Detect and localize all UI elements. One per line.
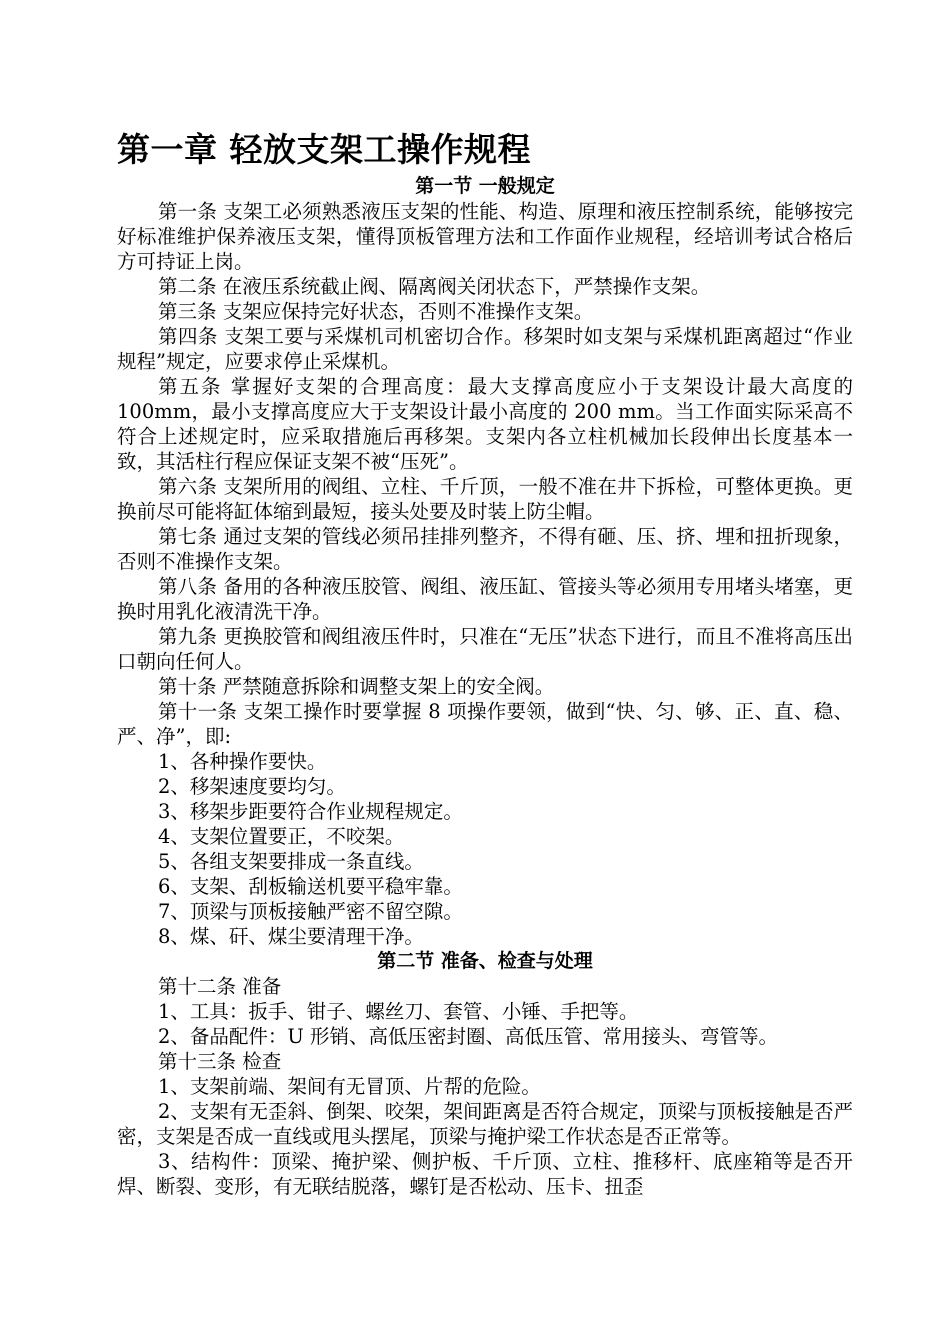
list-item: 2、支架有无歪斜、倒架、咬架，架间距离是否符合规定，顶梁与顶板接触是否严密，支架是否成一直线或甩头摆尾，顶梁与掩护梁工作状态是否正常等。 bbox=[117, 1100, 853, 1148]
article-2: 第二条 在液压系统截止阀、隔离阀关闭状态下，严禁操作支架。 bbox=[158, 275, 711, 298]
section-general bbox=[117, 174, 853, 949]
list-item: 3、结构件：顶梁、掩护梁、侧护板、千斤顶、立柱、推移杆、底座箱等是否开焊、断裂、变形，有无联结脱落，螺钉是否松动、压卡、扭歪 bbox=[117, 1150, 853, 1198]
article-13: 第十三条 检查 bbox=[158, 1050, 282, 1073]
article-9: 第九条 更换胶管和阀组液压件时，只准在“无压”状态下进行，而且不准将高压出口朝向任何人。 bbox=[117, 625, 853, 673]
list-item: 1、各种操作要快。 bbox=[158, 750, 327, 773]
list-item: 4、支架位置要正，不咬架。 bbox=[158, 825, 405, 848]
article-6: 第六条 支架所用的阀组、立柱、千斤顶，一般不准在井下拆检，可整体更换。更换前尽可能将缸体缩到最短，接头处要及时装上防尘帽。 bbox=[117, 475, 853, 523]
article-3: 第三条 支架应保持完好状态，否则不准操作支架。 bbox=[158, 300, 594, 323]
list-item: 1、支架前端、架间有无冒顶、片帮的危险。 bbox=[158, 1075, 541, 1098]
section-title: 第二节 准备、检查与处理 bbox=[377, 950, 593, 972]
list-item: 2、移架速度要均匀。 bbox=[158, 775, 346, 798]
list-item: 2、备品配件：U 形销、高低压密封圈、高低压管、常用接头、弯管等。 bbox=[158, 1025, 779, 1048]
article-8: 第八条 备用的各种液压胶管、阀组、液压缸、管接头等必须用专用堵头堵塞，更换时用乳化液清洗干净。 bbox=[117, 575, 853, 623]
article-5: 第五条 掌握好支架的合理高度：最大支撑高度应小于支架设计最大高度的 100mm，最小支撑高度应大于支架设计最小高度的 200 mm。当工作面实际采高不符合上述规定时，应采取措施后再移架。支架内各立柱机械加长段伸出长度基本一致，其活柱行程应保证支架不被“压死”。 bbox=[117, 375, 853, 473]
list-item: 5、各组支架要排成一条直线。 bbox=[158, 850, 424, 873]
article-7: 第七条 通过支架的管线必须吊挂排列整齐，不得有砸、压、挤、埋和扭折现象，否则不准操作支架。 bbox=[117, 525, 853, 573]
section-prepare-inspect bbox=[117, 949, 853, 1199]
document-page bbox=[117, 128, 853, 1199]
article-10: 第十条 严禁随意拆除和调整支架上的安全阀。 bbox=[158, 675, 555, 698]
article-1: 第一条 支架工必须熟悉液压支架的性能、构造、原理和液压控制系统，能够按完好标准维护保养液压支架，懂得顶板管理方法和工作面作业规程，经培训考试合格后方可持证上岗。 bbox=[117, 200, 853, 273]
list-item: 8、煤、矸、煤尘要清理干净。 bbox=[158, 925, 424, 948]
article-12: 第十二条 准备 bbox=[158, 975, 282, 998]
list-item: 1、工具：扳手、钳子、螺丝刀、套管、小锤、手把等。 bbox=[158, 1000, 639, 1023]
list-item: 7、顶梁与顶板接触严密不留空隙。 bbox=[158, 900, 463, 923]
article-11: 第十一条 支架工操作时要掌握 8 项操作要领，做到“快、匀、够、正、直、稳、严、净”，即: bbox=[117, 700, 853, 748]
section-title: 第一节 一般规定 bbox=[415, 175, 555, 197]
chapter-title: 第一章 轻放支架工操作规程 bbox=[117, 130, 531, 169]
list-item: 3、移架步距要符合作业规程规定。 bbox=[158, 800, 463, 823]
article-4: 第四条 支架工要与采煤机司机密切合作。移架时如支架与采煤机距离超过“作业规程”规定，应要求停止采煤机。 bbox=[117, 325, 853, 373]
list-item: 6、支架、刮板输送机要平稳牢靠。 bbox=[158, 875, 463, 898]
